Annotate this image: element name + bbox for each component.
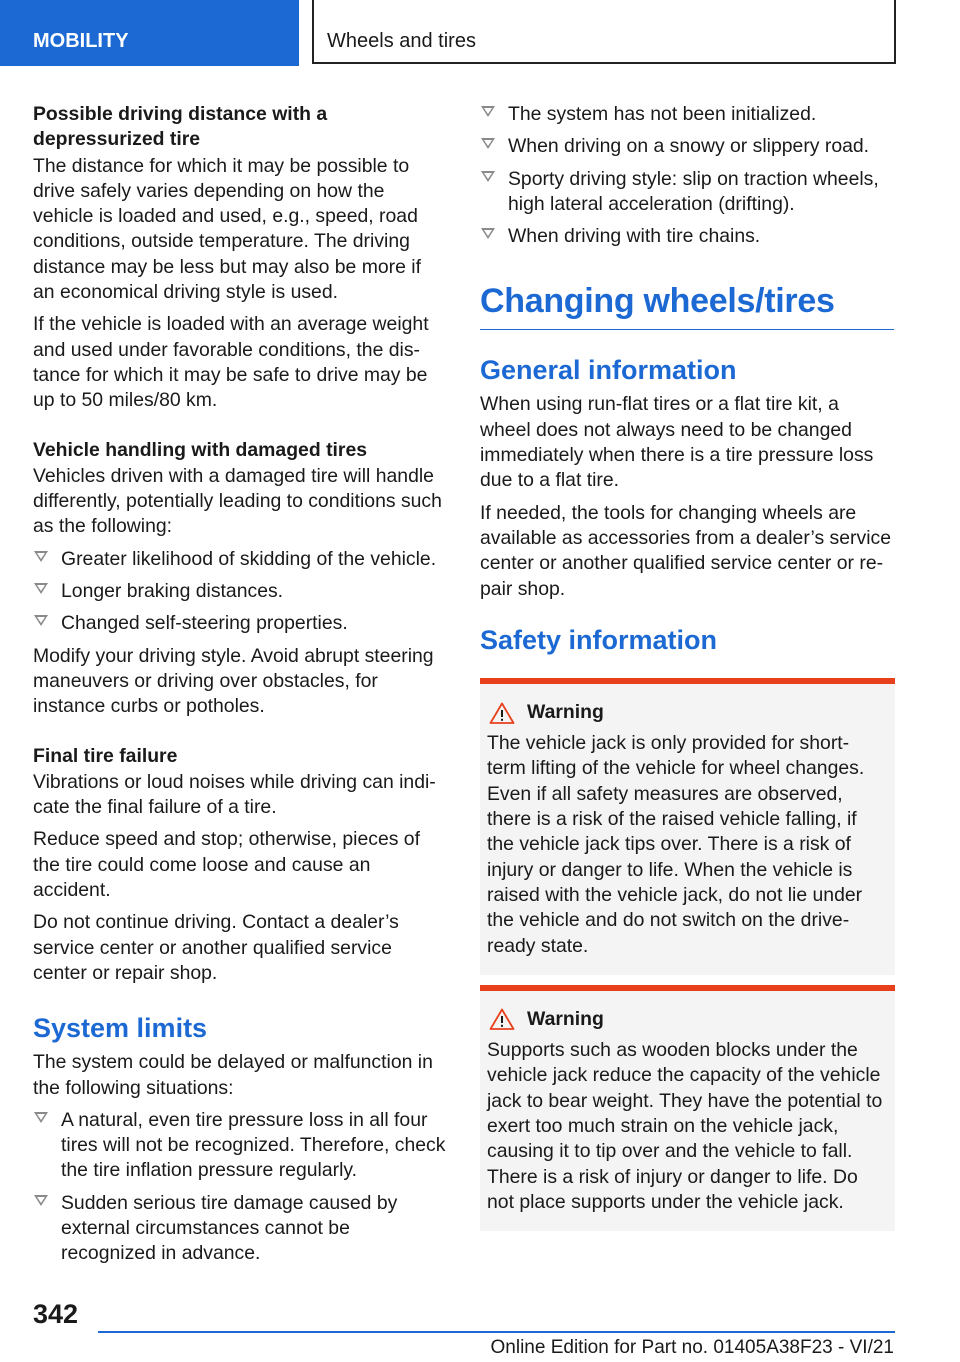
warning-text: The vehicle jack is only provided for short-term lifting of the vehicle for wheel changes. Even if all safety measures are observed, there is a risk of the raised vehicle falling, if the vehicle jack tips over. There is a risk of injury or danger to life. When the vehicle is raised with the vehicle jack, do not lie under the vehicle and do not switch on the drive-ready state. bbox=[487, 732, 865, 957]
page-header bbox=[0, 0, 960, 66]
triangle-bullet-icon bbox=[481, 138, 495, 149]
warning-triangle-icon bbox=[489, 1008, 515, 1030]
subheading-final-failure: Final tire failure bbox=[33, 744, 178, 767]
footer-edition: Online Edition for Part no. 01405A38F23 - VI/21 bbox=[490, 1337, 894, 1358]
triangle-bullet-icon bbox=[34, 1112, 48, 1123]
paragraph: When using run-flat tires or a flat tire kit, a wheel does not always need to be changed immediately when there is a tire pressure loss due to a flat tire. bbox=[480, 393, 874, 492]
warning-box-vehicle-jack bbox=[480, 678, 895, 975]
footer-divider bbox=[98, 1331, 895, 1333]
warning-box-supports bbox=[480, 985, 895, 1231]
triangle-bullet-icon bbox=[481, 171, 495, 182]
warning-text: Supports such as wooden blocks under the vehicle jack reduce the capacity of the vehicle jack to bear weight. They have the potential to exert too much strain on the vehicle jack, causing it to tip over and the vehicle to fall. There is a risk of injury or danger to life. Do not place supports under the vehicle jack. bbox=[487, 1039, 883, 1213]
warning-title: Warning bbox=[527, 1007, 604, 1030]
warning-header bbox=[487, 700, 887, 725]
left-column bbox=[33, 102, 447, 1274]
heading-system-limits: System limits bbox=[33, 1013, 208, 1044]
chapter-title: Wheels and tires bbox=[312, 0, 896, 64]
bullet-list-limits-continued bbox=[480, 102, 894, 249]
list-item: A natural, even tire pressure loss in all four tires will not be recognized. Therefore, check the tire inflation pressure regularly. bbox=[33, 1108, 447, 1184]
paragraph: The distance for which it may be possible to drive safely varies depending on how the vehicle is loaded and used, e.g., speed, road conditions, outside temperature. The driving distance may be less but may also be more if an economical driving style is used. bbox=[33, 154, 421, 304]
heading-safety-information: Safety information bbox=[480, 624, 718, 655]
paragraph: If needed, the tools for changing wheels are available as accessories from a dealer’s service center or another qualified service center or repair shop. bbox=[480, 501, 891, 600]
list-item: When driving with tire chains. bbox=[480, 224, 894, 249]
heading-general-information: General information bbox=[480, 355, 737, 386]
triangle-bullet-icon bbox=[34, 615, 48, 626]
list-item: Changed self-steering properties. bbox=[33, 611, 447, 636]
paragraph: If the vehicle is loaded with an average weight and used under favorable conditions, the distance for which it may be safe to drive may be up to 50 miles/80 km. bbox=[33, 313, 429, 412]
subheading-driving-distance: Possible driving distance with a depressurized tire bbox=[33, 103, 328, 151]
triangle-bullet-icon bbox=[481, 106, 495, 117]
paragraph: The system could be delayed or malfunction in the following situations: bbox=[33, 1051, 433, 1099]
paragraph: Vibrations or loud noises while driving can indicate the final failure of a tire. bbox=[33, 770, 436, 819]
heading-changing-wheels: Changing wheels/tires bbox=[480, 281, 894, 330]
paragraph: Do not continue driving. Contact a dealer’s service center or another qualified service center or repair shop. bbox=[33, 911, 399, 984]
bullet-list-handling bbox=[33, 547, 447, 637]
warning-header bbox=[487, 1007, 887, 1032]
paragraph: Reduce speed and stop; otherwise, pieces of the tire could come loose and cause an accident. bbox=[33, 828, 420, 902]
list-item: Longer braking distances. bbox=[33, 579, 447, 604]
list-item: Sudden serious tire damage caused by external circumstances cannot be recognized in advance. bbox=[33, 1191, 447, 1267]
list-item: Sporty driving style: slip on traction wheels, high lateral acceleration (drifting). bbox=[480, 167, 894, 218]
triangle-bullet-icon bbox=[34, 1195, 48, 1206]
subheading-vehicle-handling: Vehicle handling with damaged tires bbox=[33, 438, 368, 461]
list-item: When driving on a snowy or slippery road. bbox=[480, 134, 894, 159]
triangle-bullet-icon bbox=[481, 228, 495, 239]
paragraph: Vehicles driven with a damaged tire will handle differently, potentially leading to conditions such as the following: bbox=[33, 464, 442, 538]
page-number: 342 bbox=[33, 1299, 79, 1329]
triangle-bullet-icon bbox=[34, 583, 48, 594]
bullet-list-limits bbox=[33, 1108, 447, 1267]
right-column bbox=[480, 102, 894, 1241]
list-item: Greater likelihood of skidding of the vehicle. bbox=[33, 547, 447, 572]
warning-triangle-icon bbox=[489, 702, 515, 724]
triangle-bullet-icon bbox=[34, 551, 48, 562]
paragraph: Modify your driving style. Avoid abrupt steering maneuvers or driving over obstacles, for instance curbs or potholes. bbox=[33, 644, 434, 718]
list-item: The system has not been initialized. bbox=[480, 102, 894, 127]
warning-title: Warning bbox=[527, 700, 604, 723]
section-tab[interactable]: MOBILITY bbox=[0, 0, 299, 66]
